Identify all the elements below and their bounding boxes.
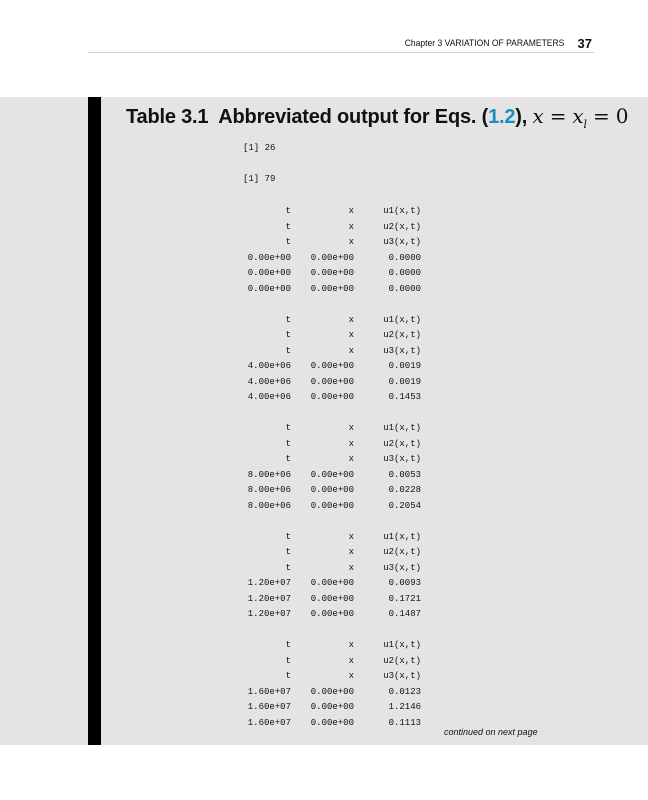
continued-note: continued on next page	[444, 727, 538, 737]
cell-x: x	[348, 345, 354, 356]
chapter-title: Chapter 3 VARIATION OF PARAMETERS	[404, 38, 564, 49]
cell-t: t	[285, 531, 291, 542]
table-header-row	[0, 221, 648, 233]
table-header-row	[0, 546, 648, 558]
cell-x: x	[348, 206, 354, 216]
math-subscript: l	[583, 118, 587, 131]
cell-t: t	[285, 562, 291, 573]
cell-u: 0.1721	[388, 593, 421, 604]
table-row	[0, 484, 648, 496]
cell-x: x	[348, 640, 354, 650]
cell-t: t	[285, 438, 291, 449]
cell-u: 0.0000	[388, 252, 421, 263]
table-row	[0, 686, 648, 698]
cell-t: 0.00e+00	[247, 283, 291, 294]
cell-x: 0.00e+00	[310, 376, 354, 387]
equation-reference-link[interactable]: 1.2	[488, 106, 516, 128]
math-x: x	[532, 104, 544, 128]
table-row	[0, 391, 648, 403]
cell-x: x	[348, 655, 354, 666]
cell-x: 0.00e+00	[310, 609, 354, 619]
cell-t: 4.00e+06	[247, 376, 291, 387]
table-row	[0, 267, 648, 279]
cell-x: 0.00e+00	[310, 361, 354, 371]
table-row	[0, 252, 648, 264]
cell-x: x	[348, 562, 354, 573]
table-header-row	[0, 639, 648, 651]
cell-u: 0.0093	[388, 578, 421, 588]
cell-u: u1(x,t)	[383, 640, 421, 650]
cell-t: 1.20e+07	[247, 578, 291, 588]
cell-t: 1.60e+07	[247, 686, 291, 697]
cell-t: t	[285, 237, 291, 247]
cell-t: t	[285, 547, 291, 557]
cell-u: u2(x,t)	[383, 655, 421, 666]
cell-t: t	[285, 640, 291, 650]
cell-u: u2(x,t)	[383, 438, 421, 449]
table-row	[0, 376, 648, 388]
cell-x: x	[348, 671, 354, 681]
cell-u: u3(x,t)	[383, 454, 421, 464]
cell-u: 0.1113	[388, 717, 421, 728]
cell-u: u1(x,t)	[383, 314, 421, 325]
cell-u: u3(x,t)	[383, 345, 421, 356]
table-row	[0, 593, 648, 605]
cell-x: 0.00e+00	[310, 392, 354, 402]
cell-x: 0.00e+00	[310, 593, 354, 604]
cell-u: 0.2054	[388, 500, 421, 511]
cell-x: 0.00e+00	[310, 252, 354, 263]
cell-u: 0.0019	[388, 361, 421, 371]
cell-x: 0.00e+00	[310, 469, 354, 480]
table-header-row	[0, 670, 648, 682]
math-equals-2: =	[586, 104, 616, 128]
cell-t: t	[285, 423, 291, 433]
cell-t: t	[285, 330, 291, 340]
cell-x: x	[348, 423, 354, 433]
table-header-row	[0, 453, 648, 465]
math-x-l: x	[572, 104, 584, 128]
page-number: 37	[577, 36, 592, 51]
caption-title-start: Abbreviated output for Eqs. (	[218, 106, 489, 128]
math-equals-1: =	[543, 104, 573, 128]
cell-t: t	[285, 655, 291, 666]
cell-x: 0.00e+00	[310, 268, 354, 278]
cell-t: 8.00e+06	[247, 500, 291, 511]
table-row	[0, 577, 648, 589]
cell-t: 1.20e+07	[247, 593, 291, 604]
running-head	[88, 30, 594, 53]
cell-t: t	[285, 206, 291, 216]
table-caption	[126, 104, 628, 131]
cell-x: x	[348, 531, 354, 542]
cell-x: 0.00e+00	[310, 283, 354, 294]
cell-u: 1.2146	[388, 702, 421, 712]
cell-t: 8.00e+06	[247, 469, 291, 480]
cell-t: t	[285, 454, 291, 464]
cell-x: 0.00e+00	[310, 702, 354, 712]
caption-title-end: ),	[515, 106, 528, 128]
cell-u: u3(x,t)	[383, 562, 421, 573]
cell-u: u3(x,t)	[383, 237, 421, 247]
table-row	[0, 717, 648, 729]
table-header-row	[0, 205, 648, 217]
table-header-row	[0, 329, 648, 341]
cell-x: x	[348, 314, 354, 325]
math-zero: 0	[615, 104, 629, 128]
cell-u: u2(x,t)	[383, 547, 421, 557]
table-header-row	[0, 314, 648, 326]
cell-x: x	[348, 237, 354, 247]
cell-t: 0.00e+00	[247, 268, 291, 278]
cell-x: 0.00e+00	[310, 500, 354, 511]
cell-u: u2(x,t)	[383, 221, 421, 232]
table-row	[0, 500, 648, 512]
console-output-line: [1] 79	[243, 174, 276, 184]
caption-math	[532, 104, 629, 131]
table-header-row	[0, 531, 648, 543]
table-row	[0, 469, 648, 481]
cell-x: 0.00e+00	[310, 485, 354, 495]
cell-x: x	[348, 454, 354, 464]
cell-t: t	[285, 345, 291, 356]
cell-u: 0.0228	[388, 485, 421, 495]
cell-x: 0.00e+00	[310, 717, 354, 728]
cell-t: 1.60e+07	[247, 702, 291, 712]
cell-x: x	[348, 547, 354, 557]
cell-t: 1.20e+07	[247, 609, 291, 619]
cell-t: t	[285, 671, 291, 681]
cell-u: 0.0053	[388, 469, 421, 480]
cell-t: 1.60e+07	[247, 717, 291, 728]
table-header-row	[0, 345, 648, 357]
cell-t: t	[285, 314, 291, 325]
table-row	[0, 608, 648, 620]
table-header-row	[0, 655, 648, 667]
table-header-row	[0, 562, 648, 574]
table-header-row	[0, 236, 648, 248]
table-row	[0, 701, 648, 713]
table-row	[0, 360, 648, 372]
cell-u: u3(x,t)	[383, 671, 421, 681]
cell-u: 0.1453	[388, 392, 421, 402]
cell-x: 0.00e+00	[310, 578, 354, 588]
console-output-line: [1] 26	[243, 143, 276, 153]
table-row	[0, 283, 648, 295]
cell-u: u1(x,t)	[383, 423, 421, 433]
cell-u: u1(x,t)	[383, 206, 421, 216]
table-header-row	[0, 422, 648, 434]
cell-t: t	[285, 221, 291, 232]
cell-x: x	[348, 330, 354, 340]
cell-x: x	[348, 438, 354, 449]
cell-t: 4.00e+06	[247, 361, 291, 371]
table-header-row	[0, 438, 648, 450]
cell-u: u1(x,t)	[383, 531, 421, 542]
cell-u: 0.1487	[388, 609, 421, 619]
cell-t: 0.00e+00	[247, 252, 291, 263]
table-label: Table 3.1	[126, 106, 209, 128]
cell-u: 0.0000	[388, 268, 421, 278]
cell-x: 0.00e+00	[310, 686, 354, 697]
cell-x: x	[348, 221, 354, 232]
cell-t: 4.00e+06	[247, 392, 291, 402]
cell-u: u2(x,t)	[383, 330, 421, 340]
cell-u: 0.0019	[388, 376, 421, 387]
cell-t: 8.00e+06	[247, 485, 291, 495]
cell-u: 0.0000	[388, 283, 421, 294]
cell-u: 0.0123	[388, 686, 421, 697]
